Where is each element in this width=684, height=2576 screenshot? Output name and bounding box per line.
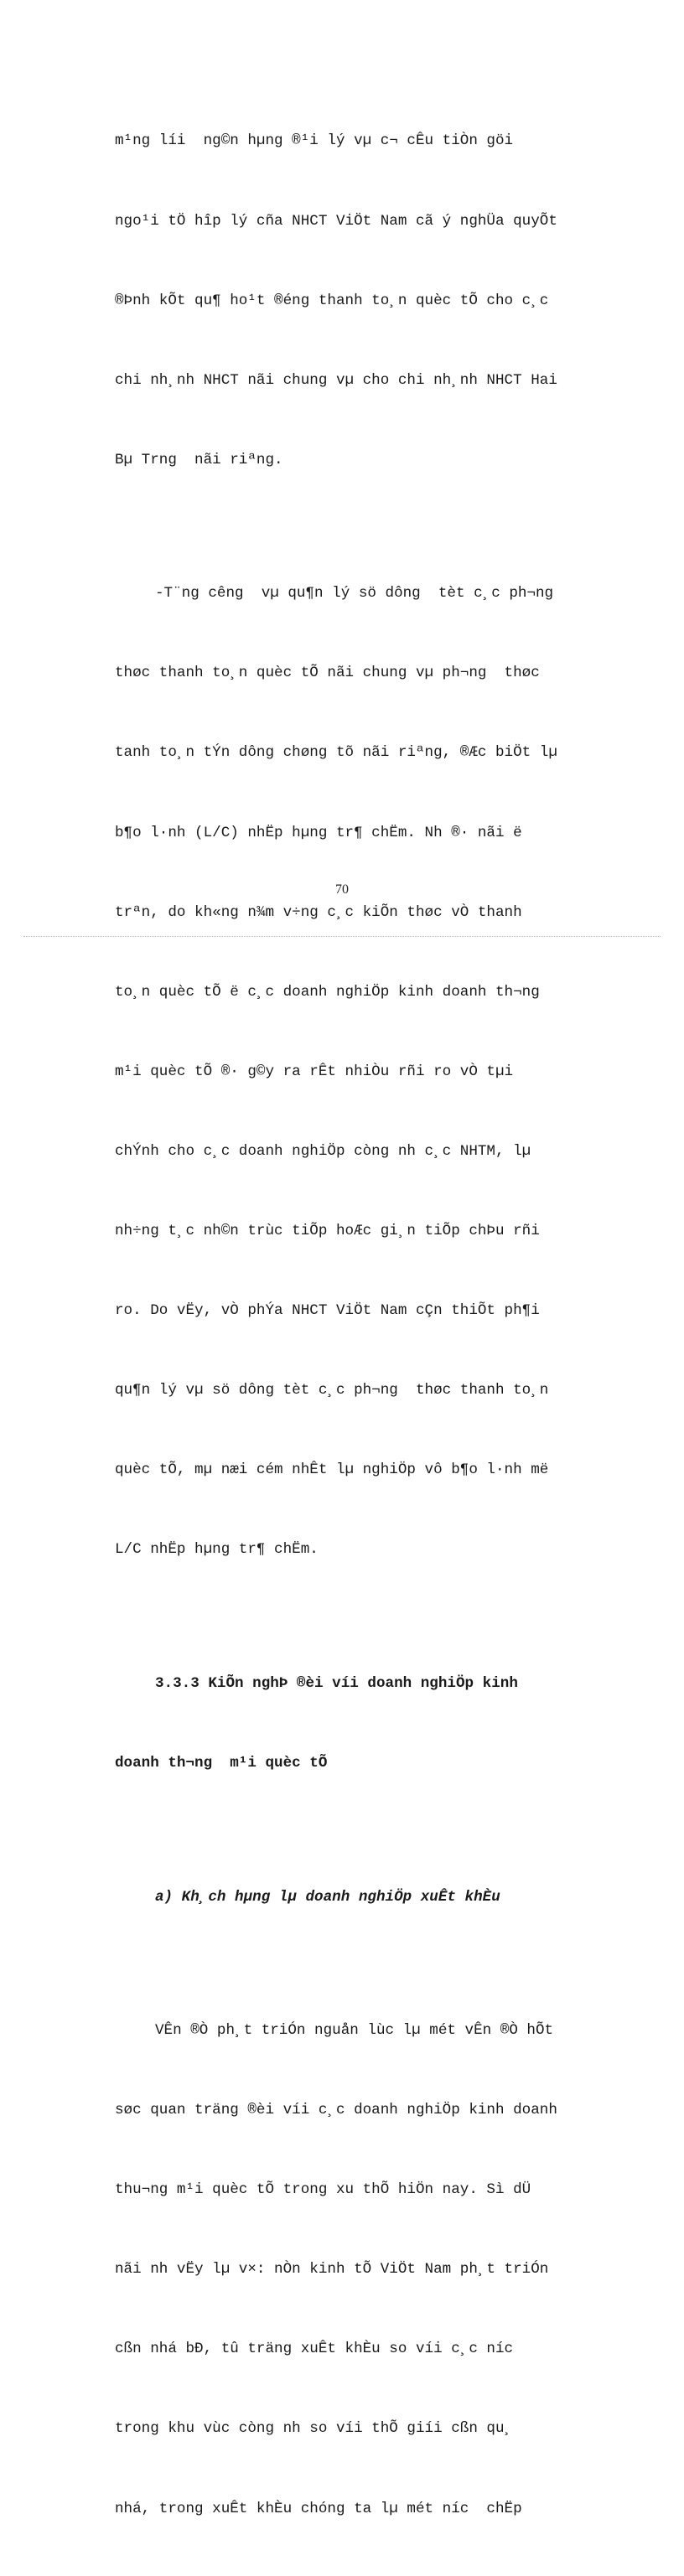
text-line: chi nh¸nh NHCT nãi chung vµ cho chi nh¸nh NHCT Hai: [115, 371, 557, 389]
heading-line: doanh th¬ng m¹i quèc tÕ: [115, 1755, 328, 1772]
text-line: L/C nhËp hµng tr¶ chËm.: [115, 1541, 319, 1559]
text-line: thu¬ng m¹i quèc tÕ trong xu thÕ hiÖn nay. Sì dÜ: [115, 2181, 531, 2199]
text-line: b¶o l·nh (L/C) nhËp hµng tr¶ chËm. Nh ®· nãi ë: [115, 824, 522, 841]
paragraph-3: [115, 1965, 603, 2576]
document-body: [115, 75, 603, 2576]
text-line: søc quan träng ®èi víi c¸c doanh nghiÖp kinh doanh: [115, 2102, 557, 2119]
page-number: 70: [335, 882, 349, 897]
text-line: cßn nhá bÐ, tû träng xuÊt khÈu so víi c¸c níc: [115, 2341, 514, 2358]
text-line: VÊn ®Ò ph¸t triÓn nguån lùc lµ mét vÊn ®Ò hÕt: [155, 2022, 554, 2039]
text-line: thøc thanh to¸n quèc tÕ nãi chung vµ ph¬ng thøc: [115, 665, 540, 682]
text-line: nhá, trong xuÊt khÈu chóng ta lµ mét níc chËp: [115, 2500, 522, 2517]
text-line: tanh to¸n tÝn dông chøng tõ nãi riªng, ®Æc biÖt lµ: [115, 744, 557, 762]
text-line: to¸n quèc tÕ ë c¸c doanh nghiÖp kinh doanh th¬ng: [115, 983, 540, 1001]
text-line: ngo¹i tÖ hîp lý cña NHCT ViÖt Nam cã ý nghÜa quyÕt: [115, 212, 557, 230]
paragraph-2: [115, 528, 603, 1617]
subsection-heading: [115, 1831, 603, 1964]
text-line: nãi nh vËy lµ v×: nÒn kinh tÕ ViÖt Nam ph¸t triÓn: [115, 2261, 549, 2279]
heading-line: 3.3.3 KiÕn nghÞ ®èi víi doanh nghiÖp kinh: [155, 1674, 518, 1692]
section-heading: [115, 1618, 603, 1831]
text-line: chÝnh cho c¸c doanh nghiÖp còng nh c¸c NHTM, lµ: [115, 1142, 531, 1160]
text-line: quèc tÕ, mµ næi cém nhÊt lµ nghiÖp vô b¶o l·nh më: [115, 1461, 549, 1479]
text-line: trong khu vùc còng nh so víi thÕ giíi cßn qu¸: [115, 2420, 514, 2438]
text-line: qu¶n lý vµ sö dông tèt c¸c ph¬ng thøc thanh to¸n: [115, 1382, 549, 1399]
text-line: trªn, do kh«ng n¾m v÷ng c¸c kiÕn thøc vÒ thanh: [115, 903, 522, 921]
text-line: ®Þnh kÕt qu¶ ho¹t ®éng thanh to¸n quèc tÕ cho c¸c: [115, 292, 549, 309]
footer-divider: [23, 936, 661, 937]
text-line: nh÷ng t¸c nh©n trùc tiÕp hoÆc gi¸n tiÕp chÞu rñi: [115, 1223, 540, 1240]
text-line: -T¨ng cêng vµ qu¶n lý sö dông tèt c¸c ph¬ng: [155, 585, 554, 603]
paragraph-1: [115, 75, 603, 527]
subheading-line: a) Kh¸ch hµng lµ doanh nghiÖp xuÊt khÈu: [155, 1888, 500, 1906]
text-line: m¹ng líi ng©n hµng ®¹i lý vµ c¬ cÊu tiÒn göi: [115, 132, 514, 150]
text-line: m¹i quèc tÕ ®· g©y ra rÊt nhiÒu rñi ro vÒ tµi: [115, 1063, 514, 1080]
text-line: Bµ Trng nãi riªng.: [115, 451, 283, 468]
text-line: ro. Do vËy, vÒ phÝa NHCT ViÖt Nam cÇn thiÕt ph¶i: [115, 1302, 540, 1320]
